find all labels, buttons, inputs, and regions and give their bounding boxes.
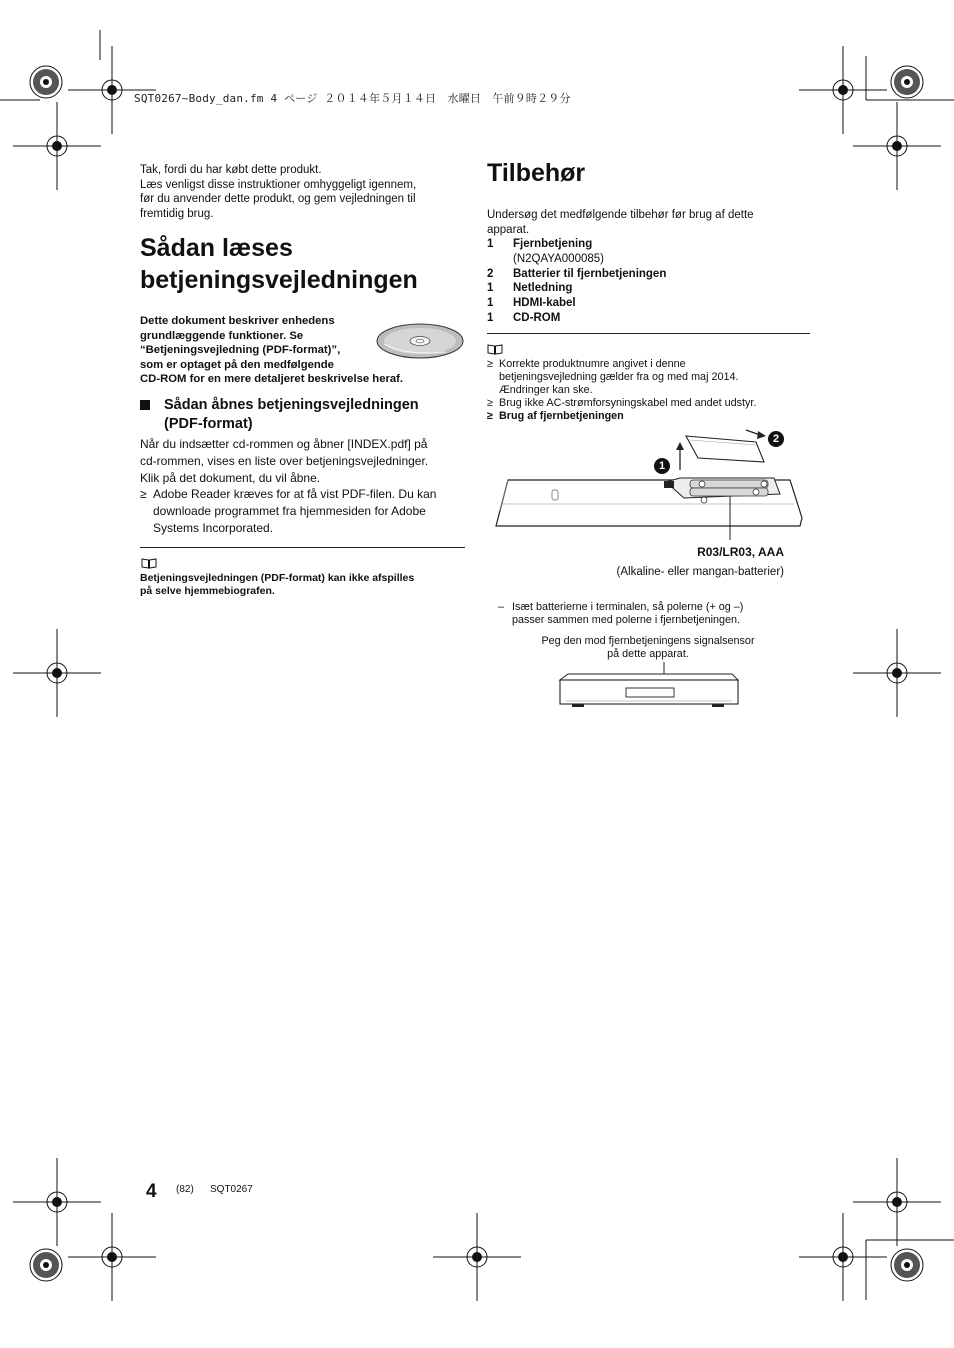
intro-line: Tak, fordi du har købt dette produkt. xyxy=(140,164,322,176)
item-name: Fjernbetjening xyxy=(513,238,593,250)
note-line: Ændringer kan ske. xyxy=(499,384,593,396)
adobe-reader-bullet xyxy=(140,486,465,536)
list-item xyxy=(487,311,807,326)
list-item xyxy=(487,296,807,311)
item-qty: 1 xyxy=(487,297,494,310)
subheading-line: Sådan åbnes betjeningsvejledningen xyxy=(164,397,419,413)
side-mark-left xyxy=(13,629,101,717)
battery-type-sub: (Alkaline- eller mangan-batterier) xyxy=(616,566,784,578)
corner-mark-top-left xyxy=(0,30,156,190)
list-item xyxy=(487,237,807,267)
item-qty: 1 xyxy=(487,311,494,324)
description-line: som er optaget på den medfølgende xyxy=(140,358,334,371)
note-book-icon xyxy=(487,344,503,355)
aim-line: Peg den mod fjernbetjeningens signalsensor xyxy=(541,635,755,647)
note-item xyxy=(487,358,817,397)
note-line: passer sammen med polerne i fjernbetjeningen. xyxy=(512,614,741,626)
body-line: Klik på det dokument, du vil åbne. xyxy=(140,470,321,485)
note-item xyxy=(487,397,817,410)
page-number: 4 xyxy=(146,1181,157,1202)
file-info-header: SQT0267~Body_dan.fm 4 ページ ２０１４年５月１４日 水曜日 午前９時２９分 xyxy=(134,92,571,105)
corner-mark-bottom-right xyxy=(799,1158,954,1301)
remote-battery-illustration xyxy=(494,428,806,544)
note-line: Brug af fjernbetjeningen xyxy=(499,410,624,422)
section-heading-accessories: Tilbehør xyxy=(487,159,586,187)
body-line: Når du indsætter cd-rommen og åbner [INDEX.pdf] på xyxy=(140,437,428,451)
item-qty: 2 xyxy=(487,267,494,280)
note-line: Korrekte produktnumre angivet i denne xyxy=(499,358,686,370)
heading-line: Sådan læses xyxy=(140,234,293,262)
bullet-line: Systems Incorporated. xyxy=(153,520,274,535)
left-note xyxy=(140,572,465,598)
dash-mark: – xyxy=(498,601,505,613)
note-book-icon xyxy=(141,558,157,569)
left-divider xyxy=(140,547,465,548)
corner-mark-bottom-left xyxy=(13,1158,156,1301)
accessories-intro xyxy=(487,208,807,238)
note-line: Brug ikke AC-strømforsyningskabel med andet udstyr. xyxy=(499,397,757,409)
cd-rom-illustration xyxy=(376,322,466,360)
bullet-line: downloade programmet fra hjemmesiden for Adobe xyxy=(153,504,426,519)
subheading-line: (PDF-format) xyxy=(164,416,253,432)
step-1-badge: 1 xyxy=(654,458,670,474)
intro-line: Undersøg det medfølgende tilbehør før brug af dette xyxy=(487,209,754,221)
aim-instruction xyxy=(520,635,776,661)
intro-text xyxy=(140,163,460,221)
item-name: Netledning xyxy=(513,282,573,295)
item-qty: 1 xyxy=(487,238,494,250)
right-divider xyxy=(487,333,810,334)
item-model: (N2QAYA000085) xyxy=(513,252,604,265)
bottom-center-mark xyxy=(433,1213,521,1301)
bullet-icon: ≥ xyxy=(487,358,493,370)
bullet-icon: ≥ xyxy=(487,397,493,409)
item-name: CD-ROM xyxy=(513,311,561,324)
page-reference: (82) xyxy=(176,1184,194,1195)
note-line: betjeningsvejledning gælder fra og med maj 2014. xyxy=(499,371,739,383)
body-line: cd-rommen, vises en liste over betjeningsvejledninger. xyxy=(140,453,429,468)
intro-line: Læs venligst disse instruktioner omhyggeligt igennem, xyxy=(140,178,417,191)
open-manual-instructions xyxy=(140,436,465,537)
heading-line: betjeningsvejledningen xyxy=(140,266,418,294)
subheading-open-manual xyxy=(140,396,470,434)
bullet-icon: ≥ xyxy=(140,487,147,502)
item-qty: 1 xyxy=(487,282,494,295)
accessories-list xyxy=(487,237,807,326)
bullet-icon: ≥ xyxy=(487,410,493,422)
list-item xyxy=(487,281,807,296)
square-bullet-icon xyxy=(140,400,150,410)
description-line: CD-ROM for en mere detaljeret beskrivelse heraf. xyxy=(140,373,404,385)
note-line: Betjeningsvejledningen (PDF-format) kan ikke afspilles xyxy=(140,572,415,584)
item-name: Batterier til fjernbetjeningen xyxy=(513,267,667,280)
description-line: Dette dokument beskriver enhedens xyxy=(140,315,335,327)
intro-line: før du anvender dette produkt, og gem vejledningen til xyxy=(140,193,416,206)
battery-type-label: R03/LR03, AAA xyxy=(697,545,784,559)
note-line: på selve hjemmebiografen. xyxy=(140,585,275,597)
bullet-line: Adobe Reader kræves for at få vist PDF-filen. Du kan xyxy=(153,487,437,502)
aim-line: på dette apparat. xyxy=(607,648,689,660)
main-unit-illustration xyxy=(556,662,742,710)
section-heading-manual xyxy=(140,232,470,296)
corner-mark-top-right xyxy=(799,46,954,190)
intro-line: fremtidig brug. xyxy=(140,207,214,220)
accessories-notes xyxy=(487,358,817,423)
battery-insert-note xyxy=(498,601,798,627)
list-item xyxy=(487,267,807,282)
note-item xyxy=(487,410,817,423)
note-line: Isæt batterierne i terminalen, så polerne (+ og –) xyxy=(512,601,744,613)
step-2-badge: 2 xyxy=(768,431,784,447)
item-name: HDMI-kabel xyxy=(513,297,576,310)
document-code: SQT0267 xyxy=(210,1184,253,1195)
description-line: “Betjeningsvejledning (PDF-format)”, xyxy=(140,344,341,356)
side-mark-right xyxy=(853,629,941,717)
intro-line: apparat. xyxy=(487,223,530,236)
description-line: grundlæggende funktioner. Se xyxy=(140,329,304,342)
